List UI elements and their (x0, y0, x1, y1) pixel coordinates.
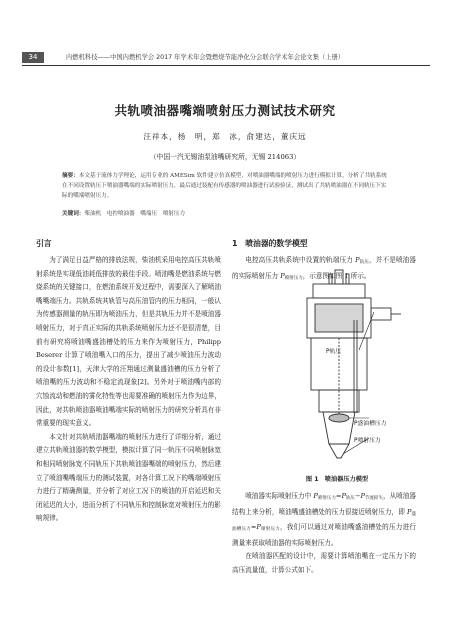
keywords (62, 209, 392, 219)
section-1-paragraph-3: 在喷油器匹配的设计中，需要计算喷油嘴在一定压力下的高压流量值，计算公式如下。 (232, 552, 416, 574)
paper-authors: 汪祥本，杨 明，郑 冰，俞建达，董庆远 (143, 132, 307, 141)
label-rail-pressure: P轨压 (326, 349, 342, 355)
label-spray-pressure: P喷射压力 (354, 438, 381, 444)
injector-inlet-cap (335, 270, 343, 284)
running-title: 内燃机科技——中国内燃机学会 2017 年学术年会暨燃烧节能净化分会联合学术年会论文集（上册） (66, 54, 345, 61)
abstract (62, 171, 392, 201)
intro-body (36, 254, 221, 526)
header-rule (22, 65, 430, 66)
intro-paragraph-1: 为了满足日益严格的排放法规，柴油机采用电控高压共轨喷射系统是实现低油耗低排放的最佳手段。喷油嘴是燃油系统与燃烧系统的关键接口，在燃油系统开发过程中，需要深入了解喷油嘴嘴端压力。共轨系统其轨管与高压油管内的压力相同，一般认为传感器测量的轨压即为喷油压力，但是共轨压力并不是喷油器喷射压力，对于真正实际的共轨系统喷射压力还不是很清楚，目前有研究将喷油嘴盛油槽处的压力来作为喷射压力，Philipp Beserer 计算了喷油嘴入口的压力，提出了减少喷油压力波动的设计参数[1]，天津大学的汪翔通过测量盛油槽的压力分析了喷油嘴的压力波动和不稳定流现象[2]。另外对于喷油嘴内部的穴蚀流动和燃油的雾化特性等也需要准确的喷射压力作为边界，因此，对共轨喷油器喷油嘴端实际的喷射压力的研究分析具有非常重要的现实意义。 (36, 256, 221, 428)
section-1-body (232, 490, 416, 578)
section-1-paragraph-1: 电控高压共轨系统中设置的轨端压力 $P_{轨压}$，并不是喷油器的实际喷射压力 $P_{喷射压力}$，示意图如图 1 所示。 (232, 256, 417, 281)
connector-pin-left (329, 274, 332, 284)
intro-heading: 引言 (36, 239, 52, 248)
abstract-label: 摘要： (62, 173, 79, 179)
pressure-chamber-trough (329, 414, 349, 422)
nozzle-tip (329, 444, 349, 458)
paper-title: 共轨喷油器嘴端喷射压力测试技术研究 (114, 103, 336, 118)
fuel-inlet-fitting (371, 308, 391, 320)
keywords-label: 关键词： (62, 211, 85, 217)
injector-top-block (313, 284, 365, 298)
label-trough-pressure: P盛油槽压力 (354, 421, 387, 427)
running-header (22, 52, 430, 64)
solenoid-coil (315, 304, 363, 332)
keywords-text: 柴油机 电控喷油器 嘴端压 喷射压力 (84, 211, 186, 217)
figure-1-caption: 图 1 喷油器压力模型 (305, 476, 369, 483)
intro-paragraph-2: 本文针对共轨喷油器嘴端的喷射压力进行了详细分析，通过建立共轨喷油器的数学模型，模拟计算了同一轨压不同喷射脉宽和相同喷射脉宽不同轨压下共轨喷油器嘴端的喷射压力，然后建立了喷油嘴嘴端压力的测试装置，对各计算工况下的嘴端喷射压力进行了精确测量，并分析了对应工况下的喷油的开启延迟和关闭延迟的大小，进而分析了不同轨压和控制脉宽对喷射压力的影响规律。 (36, 432, 221, 523)
abstract-text: 本文基于流体力学理论，运用专业的 AMESim 软件建立仿真模型，对喷油器嘴端的喷射压力进行模拟计算，分析了共轨系统在不同设置轨压下喷油器嘴端的实际喷射压力，最后通过装配有传感器的喷油器进行试验验证，测试出了共轨喷油器在不同轨压下实际的嘴端喷射压力。 (62, 173, 387, 199)
paper-affiliation: （中国一汽无锡油泵油嘴研究所，无锡 214063） (149, 153, 301, 161)
injector-pressure-diagram (279, 268, 403, 464)
page-number: 34 (22, 52, 44, 63)
connector-pin-right (346, 274, 349, 284)
section-1-heading: 1 喷油器的数学模型 (232, 239, 308, 248)
section-1-paragraph-2: 喷油器实际喷射压力中 $P_{喷射压力}=P_{轨压}-P_{节流损失}$，从喷油器结构上来分析，喷油嘴盛油槽处的压力很接近喷射压力，即 $P_{盛油槽压力}\approx P_{喷射压力}$，我们可以通过对喷油嘴盛油槽处的压力进行测量来获取喷油器的实际喷射压力。 (232, 492, 417, 547)
